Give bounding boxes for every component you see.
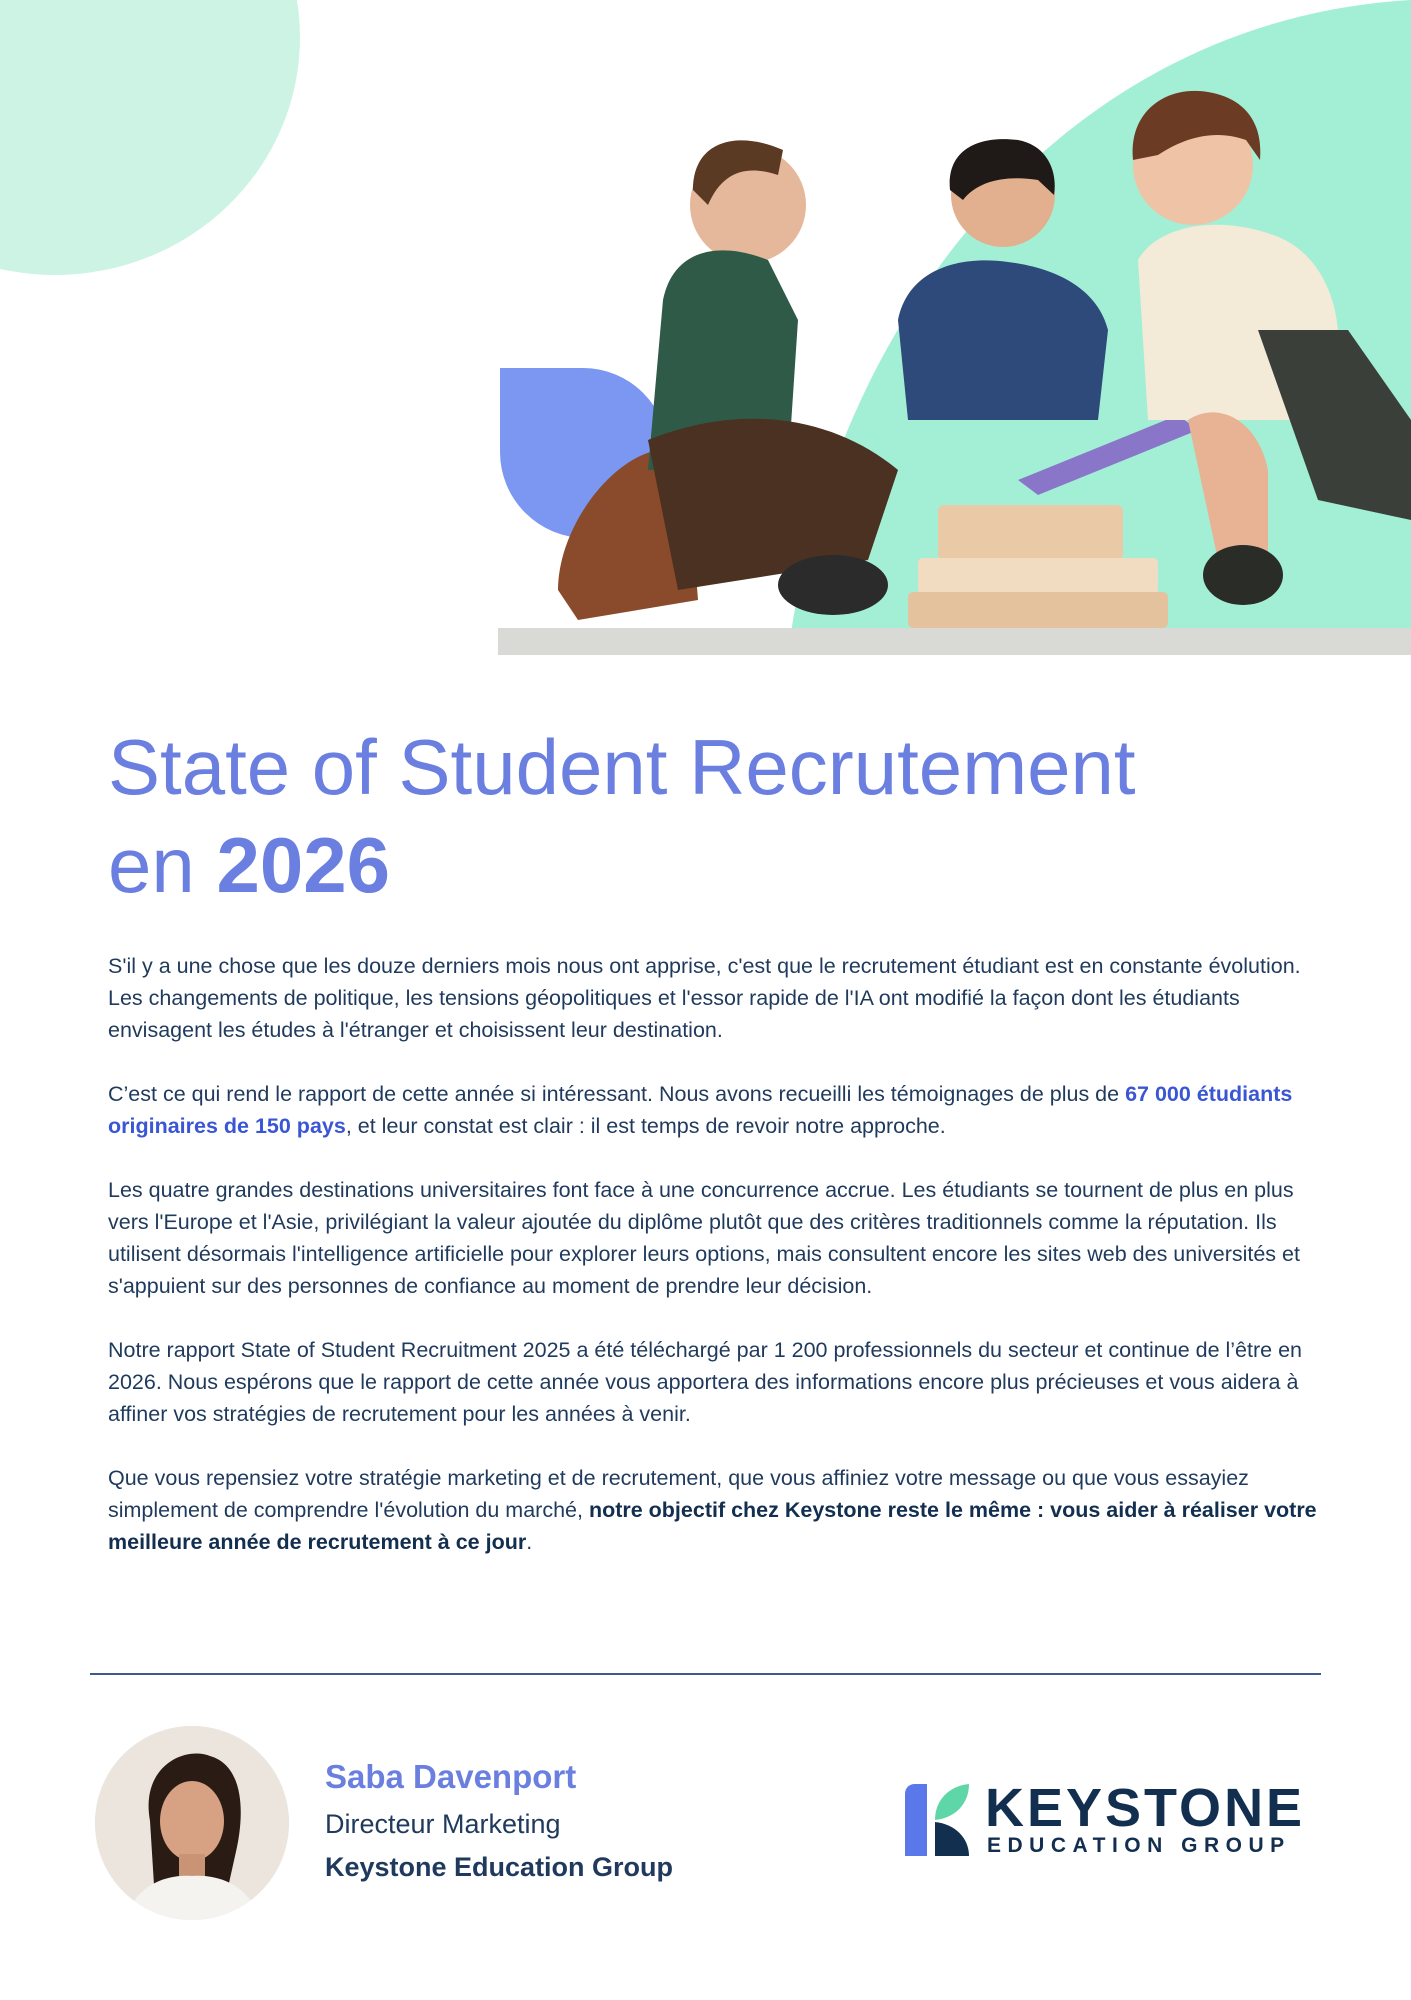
paragraph-2-start: C’est ce qui rend le rapport de cette année si intéressant. Nous avons recueilli les témoignages de plus de [108, 1082, 1126, 1106]
portrait-neck [179, 1854, 205, 1878]
book-stack-top [938, 505, 1123, 560]
signature-organization: Keystone Education Group [325, 1852, 674, 1882]
title-line1: State of Student Recrutement [108, 723, 1136, 811]
floor-ledge [498, 628, 1411, 655]
paragraph-5-end: . [526, 1530, 533, 1554]
paragraph-2 [108, 1078, 1318, 1142]
hero-image [498, 0, 1411, 655]
signature-name: Saba Davenport [325, 1758, 577, 1795]
students-photo-illustration [498, 0, 1411, 655]
divider-line [90, 1673, 1321, 1675]
book-stack-middle [918, 558, 1158, 594]
book-stack-bottom [908, 592, 1168, 628]
student-right-boot [1203, 545, 1283, 605]
title-year: 2026 [216, 821, 390, 909]
decorative-mint-circle [0, 0, 300, 275]
student-left-shoe [778, 555, 888, 615]
avatar [95, 1726, 289, 1920]
portrait-face [160, 1781, 224, 1861]
paragraph-5-start: Que vous repensiez votre stratégie marketing et de recrutement, que vous affiniez votre message ou que vous essayiez simplement de comprendre l'évolution du marché, [108, 1466, 1249, 1522]
title-prefix: en [108, 821, 195, 909]
paragraph-3: Les quatre grandes destinations universitaires font face à une concurrence accrue. Les étudiants se tournent de plus en plus vers l'Europe et l'Asie, privilégiant la valeur ajoutée du diplôme plutôt que des critères traditionnels comme la réputation. Ils utilisent désormais l'intelligence artificielle pour explorer leurs options, mais consultent encore les sites web des universités et s'appuient sur des personnes de confiance au moment de prendre leur décision. [108, 1178, 1300, 1298]
paragraph-5-bold: notre objectif chez Keystone reste le même : vous aider à réaliser votre meilleure année de recrutement à ce jour [108, 1498, 1317, 1554]
paragraph-1: S'il y a une chose que les douze derniers mois nous ont apprise, c'est que le recrutement étudiant est en constante évolution. Les changements de politique, les tensions géopolitiques et l'essor rapide de l'IA ont modifié la façon dont les étudiants envisagent les études à l'étranger et choisissent leur destination. [108, 954, 1301, 1042]
paragraph-2-highlight: 67 000 étudiants originaires de 150 pays [108, 1082, 1293, 1138]
paragraph-4: Notre rapport State of Student Recruitment 2025 a été téléchargé par 1 200 professionnels du secteur et continue de l’être en 2026. Nous espérons que le rapport de cette année vous apportera des informations encore plus précieuses et vous aidera à affiner vos stratégies de recrutement pour les années à venir. [108, 1338, 1302, 1426]
paragraph-5 [108, 1462, 1318, 1558]
page-title [108, 718, 1328, 914]
keystone-logo [905, 1780, 1325, 1860]
paragraph-2-end: , et leur constat est clair : il est temps de revoir notre approche. [345, 1114, 946, 1138]
intro-body [108, 950, 1318, 1590]
keystone-logo-icon [905, 1784, 971, 1856]
portrait-illustration [95, 1726, 289, 1920]
logo-wordmark: KEYSTONE [985, 1778, 1306, 1838]
logo-subtitle: EDUCATION GROUP [987, 1834, 1291, 1857]
signature-role: Directeur Marketing [325, 1809, 561, 1839]
